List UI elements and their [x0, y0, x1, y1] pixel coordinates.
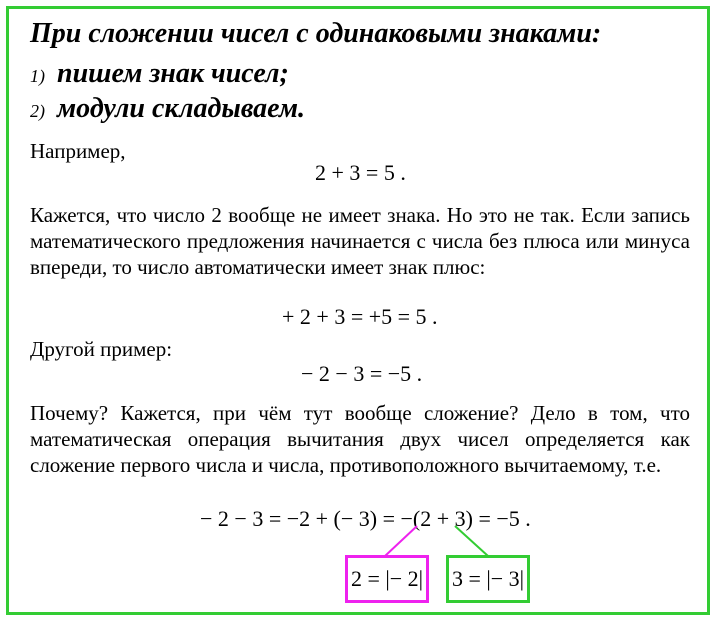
equation-2: + 2 + 3 = +5 = 5 .: [282, 304, 438, 329]
equation-1: 2 + 3 = 5 .: [315, 160, 406, 185]
green-callout-box: 3 = |− 3|: [446, 555, 530, 603]
green-connector-line: [455, 526, 488, 556]
pink-callout-box: 2 = |− 2|: [345, 555, 429, 603]
rule-title: При сложении чисел с одинаковыми знаками:: [30, 18, 602, 49]
other-example-label: Другой пример:: [30, 337, 173, 361]
example-intro: Например,: [30, 139, 126, 163]
pink-connector-line: [385, 526, 417, 556]
step-1-number: 1): [30, 66, 45, 86]
paragraph-1: Кажется, что число 2 вообще не имеет знака. Но это не так. Если запись математического предложения начинается с числа без плюса или минуса впереди, то число автоматически имеет знак плюс:: [30, 203, 690, 279]
step-1-text: пишем знак чисел;: [57, 58, 289, 89]
paragraph-2: Почему? Кажется, при чём тут вообще сложение? Дело в том, что математическая операция вычитания двух чисел определяется как сложение первого числа и числа, противоположного вычитаемому, т.е.: [30, 401, 690, 477]
equation-4: − 2 − 3 = −2 + (− 3) = −(2 + 3) = −5 .: [200, 506, 531, 531]
step-2-number: 2): [30, 101, 45, 121]
step-2-text: модули складываем.: [57, 93, 306, 124]
equation-3: − 2 − 3 = −5 .: [301, 361, 423, 386]
